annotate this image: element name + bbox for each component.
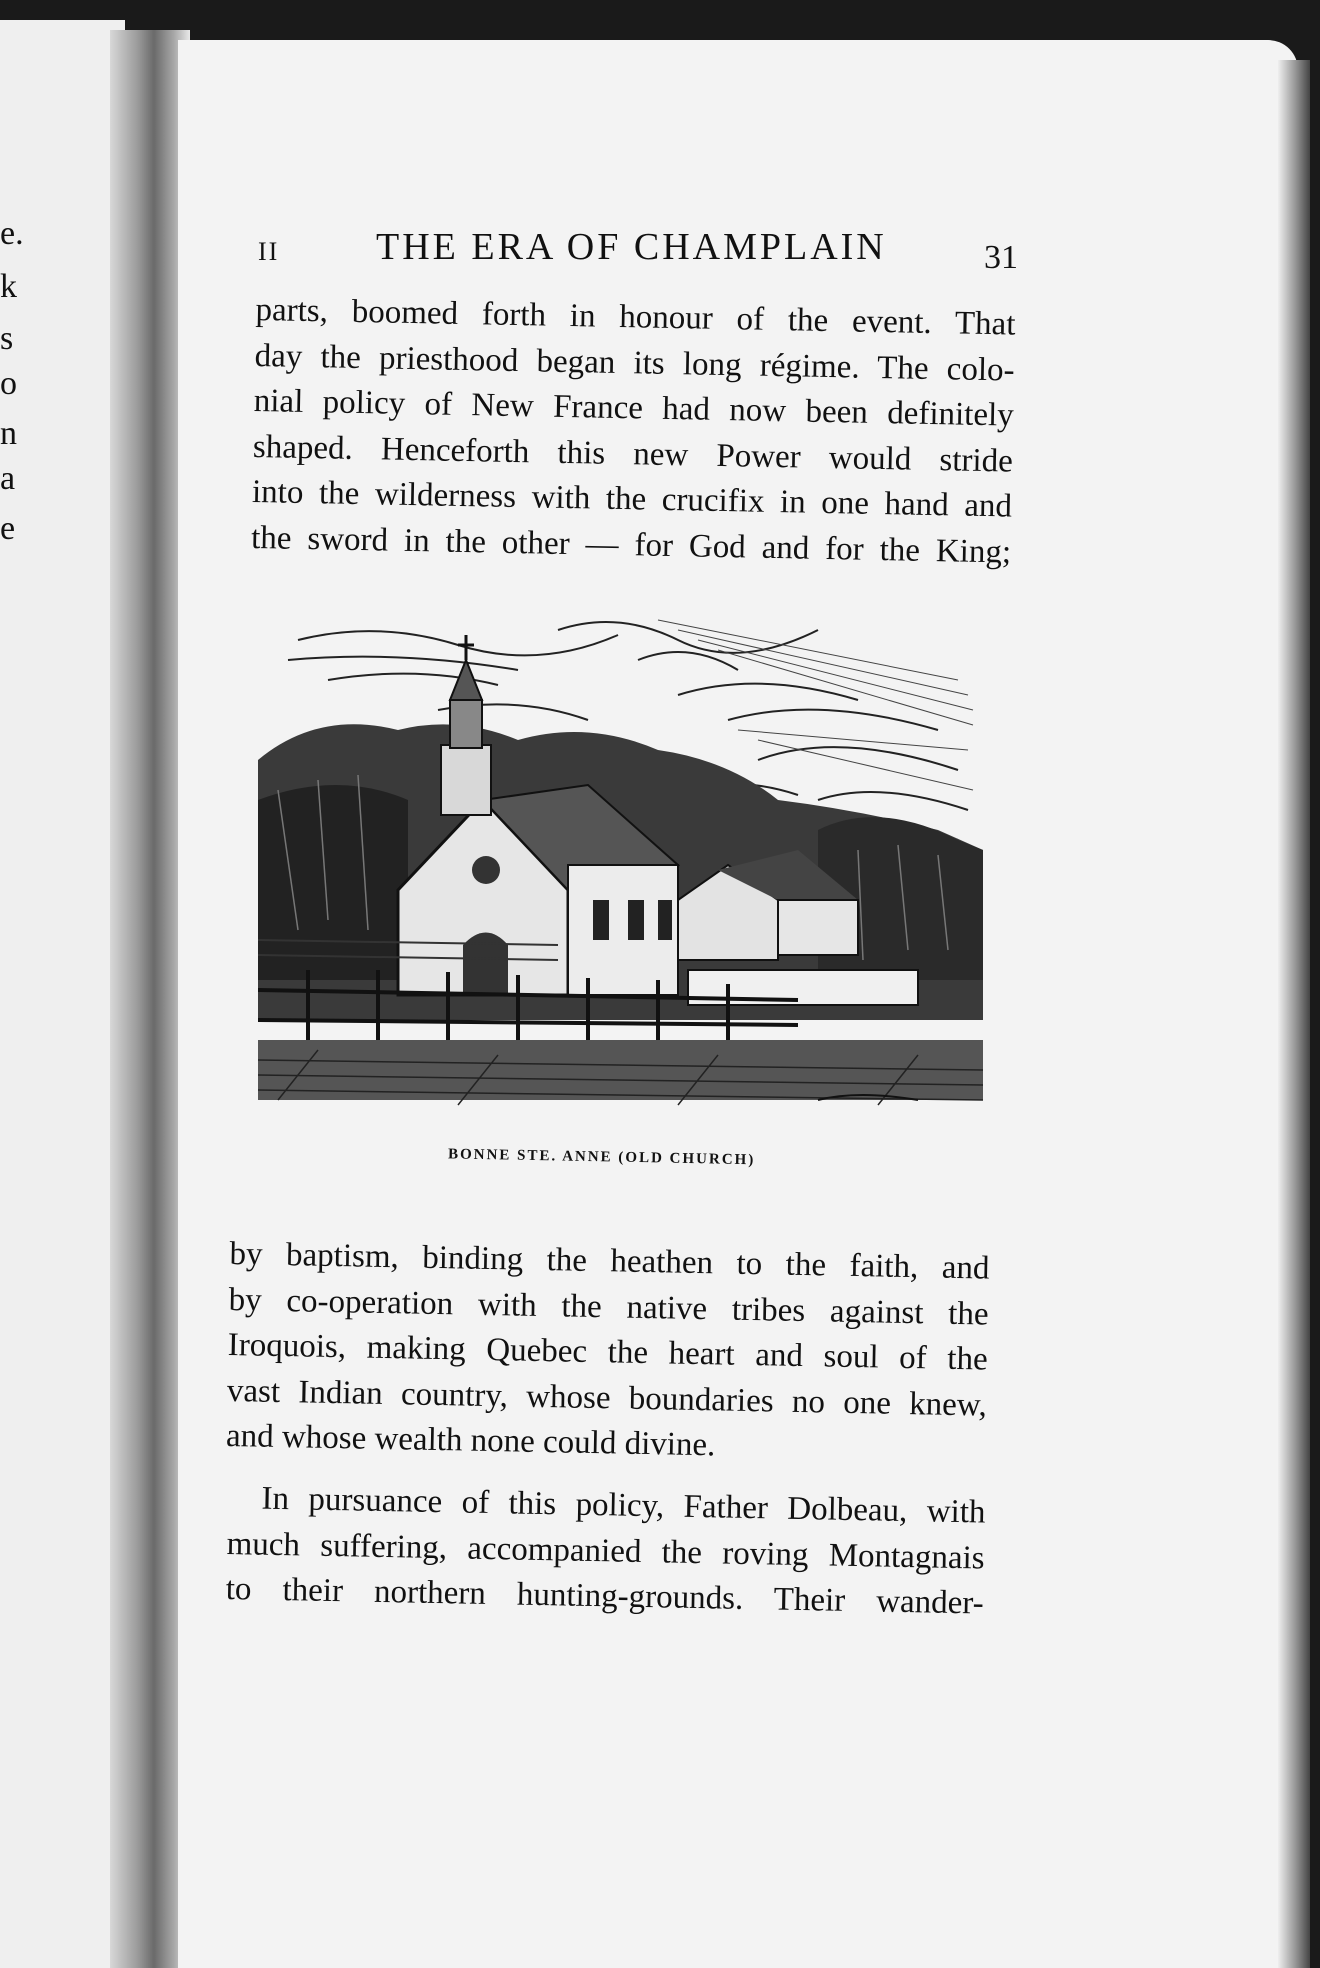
text-line: Iroquois, making Quebec the heart and soul of the — [227, 1326, 989, 1378]
paragraph-top — [251, 288, 1016, 576]
text-line: day the priesthood began its long régime. The colo- — [254, 337, 1015, 389]
page-number: 31 — [984, 239, 1018, 276]
figure-caption: BONNE STE. ANNE (OLD CHURCH) — [447, 1146, 756, 1169]
text-line: and whose wealth none could divine. — [225, 1417, 716, 1464]
edge-letter: n — [0, 415, 17, 452]
edge-letter: k — [0, 268, 17, 305]
text-line: parts, boomed forth in honour of the event. That — [255, 291, 1016, 343]
text-line: by baptism, binding the heathen to the faith, and — [229, 1235, 990, 1287]
chapter-number: II — [258, 237, 280, 266]
text-line: into the wilderness with the crucifix in one hand and — [251, 473, 1013, 525]
running-title: THE ERA OF CHAMPLAIN — [376, 226, 887, 268]
text-line: to their northern hunting-grounds. Their wander- — [225, 1570, 985, 1622]
running-header — [258, 225, 1018, 285]
edge-letter: s — [0, 320, 14, 357]
edge-letter: o — [0, 365, 17, 402]
edge-letter: e — [0, 510, 16, 547]
text-line: vast Indian country, whose boundaries no one knew, — [226, 1372, 988, 1424]
text-line: the sword in the other — for God and for the King; — [250, 519, 1012, 571]
text-line: shaped. Henceforth this new Power would stride — [252, 428, 1014, 480]
paragraph-middle — [226, 1232, 990, 1474]
text-line: In pursuance of this policy, Father Dolbeau, with — [261, 1480, 986, 1531]
paragraph-bottom — [225, 1476, 985, 1627]
facing-page-edge — [0, 20, 125, 1968]
text-line: nial policy of New France had now been definitely — [253, 382, 1015, 434]
page-edge-shadow — [1278, 60, 1310, 1968]
edge-letter: e. — [0, 215, 24, 252]
text-line: much suffering, accompanied the roving Montagnais — [226, 1525, 985, 1577]
church-illustration — [258, 600, 983, 1120]
edge-letter: a — [0, 460, 16, 497]
text-line: by co-operation with the native tribes against the — [228, 1281, 989, 1333]
